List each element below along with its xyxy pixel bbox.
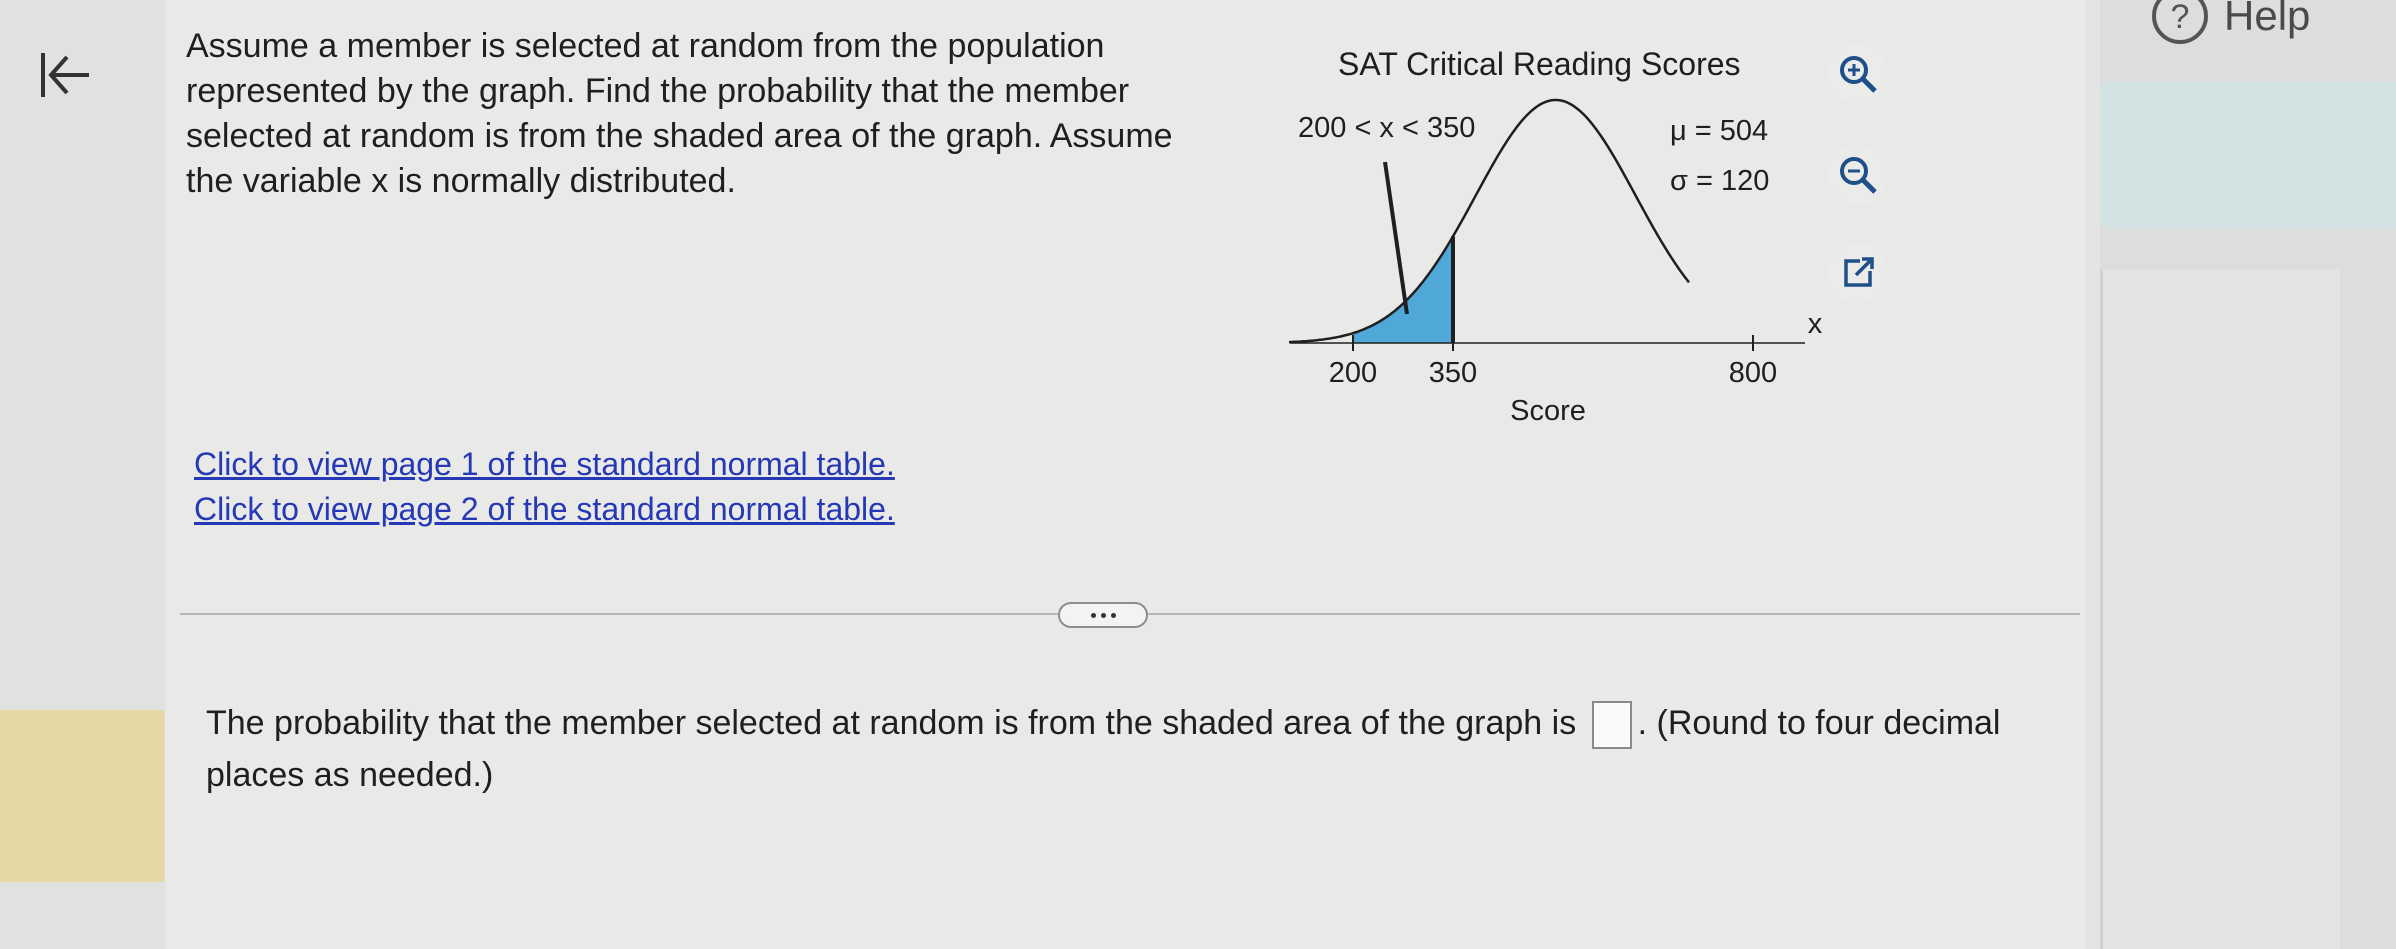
- standard-normal-table-page-2-link[interactable]: Click to view page 2 of the standard normal table.: [194, 491, 895, 527]
- help-icon: [2150, 0, 2210, 46]
- right-panel-box: [2100, 270, 2340, 949]
- figure-title: SAT Critical Reading Scores: [1338, 46, 1741, 82]
- zoom-out-icon: [1836, 153, 1880, 197]
- standard-normal-table-page-1-link[interactable]: Click to view page 1 of the standard normal table.: [194, 446, 895, 482]
- back-button[interactable]: [30, 42, 100, 108]
- x-axis-title: Score: [1510, 395, 1586, 427]
- left-highlight-band: [0, 710, 165, 882]
- zoom-in-icon: [1836, 52, 1880, 96]
- ellipsis-dot: [1101, 613, 1106, 618]
- zoom-out-button[interactable]: [1828, 145, 1888, 205]
- x-tick-label: 350: [1428, 357, 1478, 389]
- table-links: [194, 442, 895, 532]
- right-panel: [2100, 0, 2396, 949]
- right-panel-strip: [2100, 82, 2396, 227]
- answer-text-before: The probability that the member selected at random is from the shaded area of the graph is: [206, 704, 1586, 742]
- x-tick-label: 800: [1728, 357, 1778, 389]
- external-link-icon: [1838, 253, 1878, 293]
- back-arrow-icon: [37, 47, 93, 103]
- svg-text:?: ?: [2170, 0, 2190, 36]
- ellipsis-dot: [1111, 613, 1116, 618]
- ellipsis-dot: [1091, 613, 1096, 618]
- help-label: Help: [2224, 0, 2311, 39]
- interval-label: 200 < x < 350: [1298, 112, 1476, 144]
- open-in-new-window-button[interactable]: [1828, 243, 1888, 303]
- zoom-in-button[interactable]: [1828, 44, 1888, 104]
- help-button[interactable]: [2150, 0, 2310, 46]
- answer-text-after: . (Round to four decimal places as needed.): [206, 704, 2001, 795]
- mean-label: μ = 504: [1670, 115, 1769, 147]
- answer-input[interactable]: [1592, 701, 1632, 749]
- expand-more-button[interactable]: [1058, 602, 1148, 628]
- question-text: Assume a member is selected at random from the population represented by the graph. Find the probability that the member selected at random is from the shaded area of the graph. Assume the variable x is normally distributed.: [186, 27, 1173, 200]
- sd-label: σ = 120: [1670, 165, 1770, 197]
- x-axis-symbol: x: [1807, 308, 1823, 340]
- interval-pointer-line: [1385, 162, 1407, 314]
- answer-prompt: [206, 697, 2066, 801]
- x-tick-label: 200: [1328, 357, 1378, 389]
- normal-curve-figure: [1280, 84, 1823, 434]
